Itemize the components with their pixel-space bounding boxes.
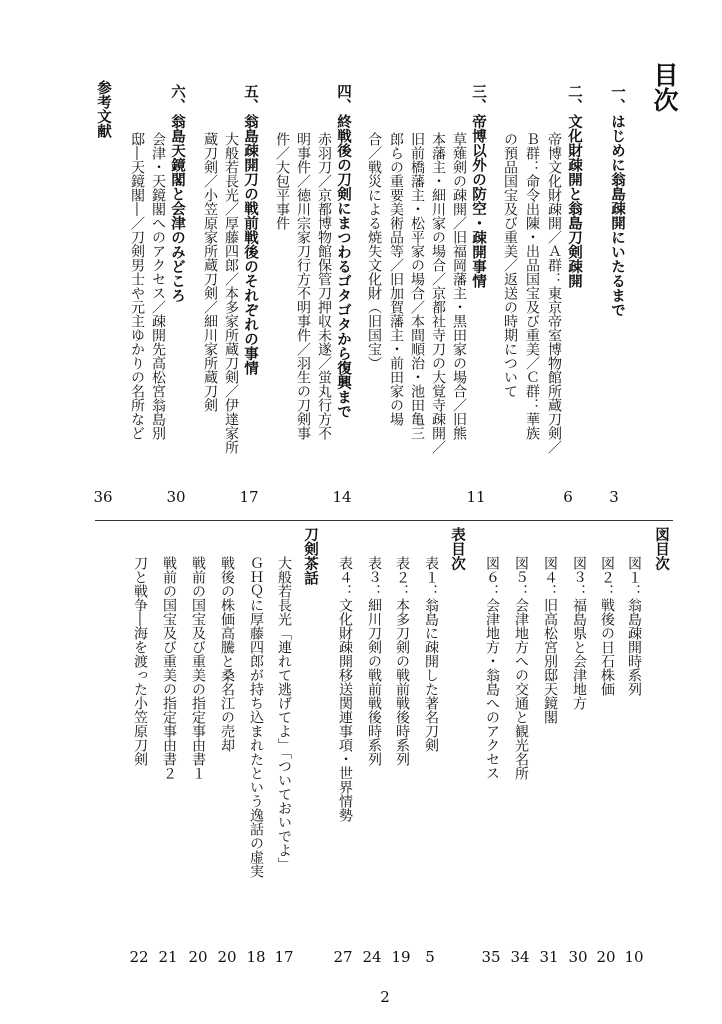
figure-item[interactable]: 図２：戦後の日石株価 <box>599 556 615 696</box>
chapter-5-line: 蔵刀剣／小笠原家所蔵刀剣／細川家所蔵刀剣 <box>202 132 218 412</box>
table-item[interactable]: 表３：細川刀剣の戦前戦後時系列 <box>366 556 382 766</box>
table-page: 19 <box>391 948 411 966</box>
chapter-4-title[interactable]: 終戦後の刀剣にまつわるゴタゴタから復興まで <box>335 114 351 419</box>
table-page: 5 <box>425 948 435 966</box>
chapter-1-number: 一、 <box>609 84 625 113</box>
column-item[interactable]: 戦後の株価高騰と桑名江の売却 <box>219 556 235 752</box>
chapter-3-number: 三、 <box>470 84 486 113</box>
references-title[interactable]: 参考文献 <box>95 80 111 138</box>
tables-heading: 表目次 <box>449 527 465 571</box>
chapter-3-line: 草薙剣の疎開／旧福岡藩主・黒田家の場合／旧熊 <box>451 132 467 440</box>
figures-heading: 図目次 <box>653 527 669 571</box>
chapter-6-line: 邸―天鏡閣―／刀剣男士や元主ゆかりの名所など <box>129 132 145 440</box>
chapter-3-page: 11 <box>466 488 486 506</box>
chapter-4-line: 赤羽刀／京都博物館保管刀押収未遂／蛍丸行方不 <box>316 132 332 440</box>
column-item[interactable]: ＧＨＱに厚藤四郎が持ち込まれたという逸話の虚実 <box>248 556 264 878</box>
chapter-3-line: 合／戦災による焼失文化財（旧国宝） <box>366 132 382 370</box>
column-page: 17 <box>274 948 294 966</box>
chapter-3-title[interactable]: 帝博以外の防空・疎開事情 <box>470 114 486 288</box>
chapter-4-line: 明事件／徳川宗家刀行方不明事件／羽生の刀剣事 <box>295 132 311 440</box>
chapter-2-page: 6 <box>563 488 573 506</box>
table-page: 27 <box>333 948 353 966</box>
column-item[interactable]: 刀と戦争―海を渡った小笠原刀剣 <box>132 556 148 766</box>
figure-item[interactable]: 図５：会津地方への交通と観光名所 <box>513 556 529 780</box>
chapter-4-page: 14 <box>332 488 352 506</box>
column-page: 20 <box>188 948 208 966</box>
chapter-4-line: 件／大包平事件 <box>274 132 290 230</box>
chapter-5-title[interactable]: 翁島疎開刀の戦前戦後のそれぞれの事情 <box>242 114 258 375</box>
column-page: 20 <box>217 948 237 966</box>
page-number: 2 <box>380 988 390 1006</box>
chapter-6-title[interactable]: 翁島天鏡閣と会津のみどころ <box>169 114 185 303</box>
toc-title: 目次 <box>650 62 679 112</box>
column-item[interactable]: 戦前の国宝及び重美の指定事由書１ <box>190 556 206 780</box>
chapter-5-page: 17 <box>239 488 259 506</box>
chapter-3-line: 旧前橋藩主・松平家の場合／本間順治・池田亀三 <box>409 132 425 440</box>
chapter-2-line: の預品国宝及び重美／返送の時期について <box>502 132 518 398</box>
figure-item[interactable]: 図１：翁島疎開時系列 <box>626 556 642 696</box>
table-item[interactable]: 表４：文化財疎開移送関連事項・世界情勢 <box>337 556 353 822</box>
figure-page: 31 <box>539 948 559 966</box>
figure-page: 30 <box>568 948 588 966</box>
table-page: 24 <box>362 948 382 966</box>
table-item[interactable]: 表１：翁島に疎開した著名刀剣 <box>423 556 439 752</box>
chapter-5-number: 五、 <box>242 84 258 113</box>
chapter-2-number: 二、 <box>566 84 582 113</box>
column-page: 22 <box>129 948 149 966</box>
chapter-2-line: 帝博文化財疎開／Ａ群：東京帝室博物館所蔵刀剣／ <box>546 132 562 454</box>
column-item[interactable]: 大般若長光「連れて逃げてよ」「ついておいでよ」 <box>276 556 292 871</box>
column-page: 18 <box>246 948 266 966</box>
chapter-6-number: 六、 <box>169 84 185 113</box>
columns-heading: 刀剣茶話 <box>302 527 318 585</box>
figure-page: 20 <box>596 948 616 966</box>
figure-page: 34 <box>510 948 530 966</box>
references-page: 36 <box>93 488 113 506</box>
figure-item[interactable]: 図６：会津地方・翁島へのアクセス <box>484 556 500 780</box>
chapter-3-line: 本藩主・細川家の場合／京都社寺刀の大覚寺疎開／ <box>430 132 446 454</box>
figure-item[interactable]: 図３：福島県と会津地方 <box>571 556 587 710</box>
chapter-6-page: 30 <box>166 488 186 506</box>
table-item[interactable]: 表２：本多刀剣の戦前戦後時系列 <box>394 556 410 766</box>
chapter-2-title[interactable]: 文化財疎開と翁島刀剣疎開 <box>566 114 582 288</box>
column-page: 21 <box>158 948 178 966</box>
figure-page: 10 <box>624 948 644 966</box>
chapter-5-line: 大般若長光／厚藤四郎／本多家所蔵刀剣／伊達家所 <box>223 132 239 454</box>
chapter-1-page: 3 <box>609 488 619 506</box>
figure-page: 35 <box>481 948 501 966</box>
section-divider <box>95 520 673 521</box>
figure-item[interactable]: 図４：旧高松宮別邸天鏡閣 <box>542 556 558 724</box>
chapter-6-line: 会津・天鏡閣へのアクセス／疎開先高松宮翁島別 <box>150 132 166 440</box>
chapter-3-line: 郎らの重要美術品等／旧加賀藩主・前田家の場 <box>388 132 404 426</box>
chapter-1-title[interactable]: はじめに翁島疎開にいたるまで <box>609 114 625 317</box>
chapter-4-number: 四、 <box>335 84 351 113</box>
chapter-2-line: Ｂ群：命令出陳・出品国宝及び重美／Ｃ群：華族 <box>524 132 540 440</box>
column-item[interactable]: 戦前の国宝及び重美の指定事由書２ <box>161 556 177 780</box>
